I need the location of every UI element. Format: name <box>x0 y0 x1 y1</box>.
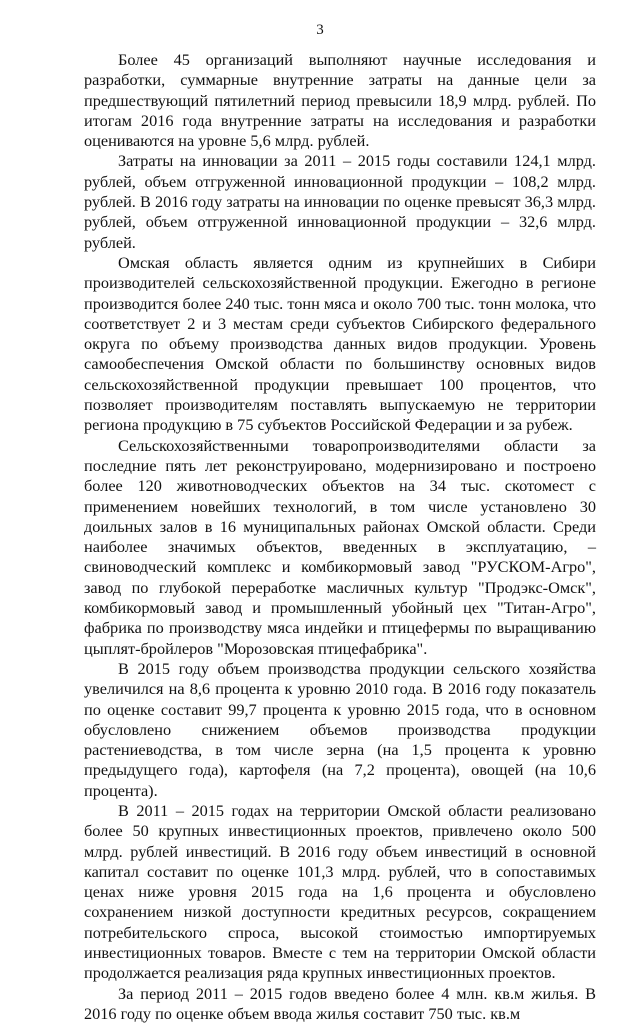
page-number: 3 <box>316 22 324 38</box>
paragraph-innovation-costs: Затраты на инновации за 2011 – 2015 годы составили 124,1 млрд. рублей, объем отгруженной инновационной продукции – 108,2 млрд. рублей. В 2016 году затраты на инновации по оценке превысят 36,3 млрд. рублей, объем отгруженной инновационной продукции – 32,6 млрд. рублей. <box>84 151 596 252</box>
paragraph-housing: За период 2011 – 2015 годов введено более 4 млн. кв.м жилья. В 2016 году по оценке объем ввода жилья составит 750 тыс. кв.м <box>84 983 596 1023</box>
paragraph-investment-projects: В 2011 – 2015 годах на территории Омской области реализовано более 50 крупных инвестиционных проектов, привлечено около 500 млрд. рублей инвестиций. В 2016 году объем инвестиций в основной капитал составит по оценке 101,3 млрд. рублей, что в сопоставимых ценах ниже уровня 2015 года на 1,6 процента и обусловлено сохранением низкой доступности кредитных ресурсов, сокращением потребительского спроса, высокой стоимостью импортируемых инвестиционных товаров. Вместе с тем на территории Омской области продолжается реализация ряда крупных инвестиционных проектов. <box>84 800 596 983</box>
document-body <box>84 50 596 1024</box>
paragraph-livestock-facilities: Сельскохозяйственными товаропроизводителями области за последние пять лет реконструировано, модернизировано и построено более 120 животноводческих объектов на 34 тыс. скотомест с применением новейших технологий, в том числе установлено 30 доильных залов в 16 муниципальных районах Омской области. Среди наиболее значимых объектов, введенных в эксплуатацию, – свиноводческий комплекс и комбикормовый завод "РУСКОМ-Агро", завод по глубокой переработке масличных культур "Продэкс-Омск", комбикормовый завод и промышленный убойный цех "Титан-Агро", фабрика по производству мяса индейки и птицефермы по выращиванию цыплят-бройлеров "Морозовская птицефабрика". <box>84 435 596 658</box>
paragraph-agricultural-output: В 2015 году объем производства продукции сельского хозяйства увеличился на 8,6 процента к уровню 2010 года. В 2016 году показатель по оценке составит 99,7 процента к уровню 2015 года, что в основном обусловлено снижением объемов производства продукции растениеводства, в том числе зерна (на 1,5 процента к уровню предыдущего года), картофеля (на 7,2 процента), овощей (на 10,6 процента). <box>84 658 596 800</box>
paragraph-research: Более 45 организаций выполняют научные исследования и разработки, суммарные внутренние затраты на данные цели за предшествующий пятилетний период превысили 18,9 млрд. рублей. По итогам 2016 года внутренние затраты на исследования и разработки оцениваются на уровне 5,6 млрд. рублей. <box>84 50 596 151</box>
paragraph-agriculture: Омская область является одним из крупнейших в Сибири производителей сельскохозяйственной продукции. Ежегодно в регионе производится более 240 тыс. тонн мяса и около 700 тыс. тонн молока, что соответствует 2 и 3 местам среди субъектов Сибирского федерального округа по объему производства данных видов продукции. Уровень самообеспечения Омской области по большинству основных видов сельскохозяйственной продукции превышает 100 процентов, что позволяет производителям поставлять выпускаемую не территории региона продукцию в 75 субъектов Российской Федерации и за рубеж. <box>84 252 596 435</box>
